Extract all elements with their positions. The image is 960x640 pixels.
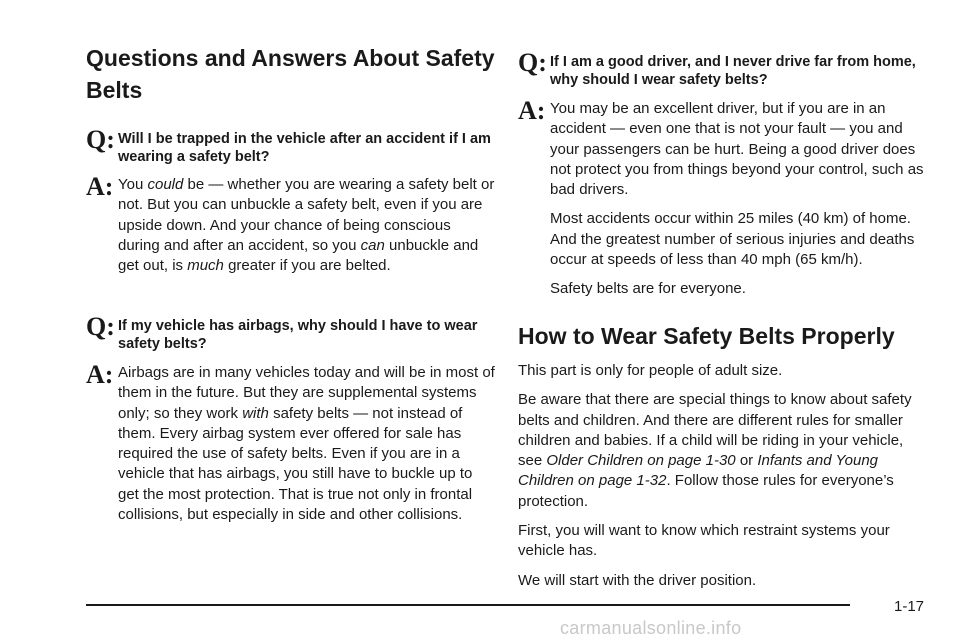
answer-trapped [86,174,496,276]
question-text: Will I be trapped in the vehicle after an accident if I am wearing a safety belt? [118,131,491,165]
answer-text: Airbags are in many vehicles today and will be in most of them in the future. But they are supplemental systems only; so they work with safety belts — not instead of them. Every airbag system ever offered for sale has required the use of safety belts. Even if you are in a vehicle that has airbags, you still have to buckle up to get the most protection. That is true not only in frontal collisions, but especially in side and other collisions. [118,364,495,524]
answer-marker: A: [86,360,114,389]
wear-properly-body [518,361,930,600]
watermark: carmanualsonline.info [560,618,742,638]
question-text: If my vehicle has airbags, why should I have to wear safety belts? [118,318,478,352]
section-title-qa: Questions and Answers About Safety Belts [86,45,495,103]
cross-ref-older-children[interactable]: Older Children on page 1-30 [546,452,736,470]
answer-good-driver [518,98,930,309]
qa-airbags [86,314,496,353]
answer-airbags [86,362,496,525]
paragraph: We will start with the driver position. [518,571,757,589]
answer-marker: A: [518,96,546,125]
paragraph: This part is only for people of adult size. [518,362,783,379]
cross-ref-infants[interactable]: Infants and Young Children on page 1-32 [518,452,879,490]
question-marker: Q: [86,312,115,341]
question-marker: Q: [518,48,547,77]
answer-marker: A: [86,172,114,201]
page-number: 1-17 [894,598,925,615]
answer-text: You may be an excellent driver, but if you are in an accident — even one that is not your fault — you and your passengers can be hurt. Being a good driver does not protect you from things beyond your control, such as bad drivers. Most accidents occur within 25 miles (40 km) of home. And the greatest number of serious injuries and deaths occur at speeds of less than 40 mph (65 km/h). Safety belts are for everyone. [550,100,924,298]
section-title-wear-properly: How to Wear Safety Belts Properly [518,323,895,349]
question-marker: Q: [86,125,115,154]
answer-text: You could be — whether you are wearing a safety belt or not. But you can unbuckle a safety belt, even if you are upside down. And your chance of being conscious during and after an accident, so you can unbuckle and get out, is much greater if you are belted. [118,176,495,275]
qa-good-driver [518,50,930,89]
paragraph-children: Be aware that there are special things to know about safety belts and children. And there are different rules for smaller children and babies. If a child will be riding in your vehicle, see Older Children on page 1-30 or Infants and Young Children on page 1-32. Follow those rules for everyone’s protection. [518,391,912,510]
question-text: If I am a good driver, and I never drive far from home, why should I wear safety belts? [550,54,916,88]
paragraph: First, you will want to know which restraint systems your vehicle has. [518,522,890,560]
footer-rule [86,604,850,606]
qa-trapped [86,127,496,166]
